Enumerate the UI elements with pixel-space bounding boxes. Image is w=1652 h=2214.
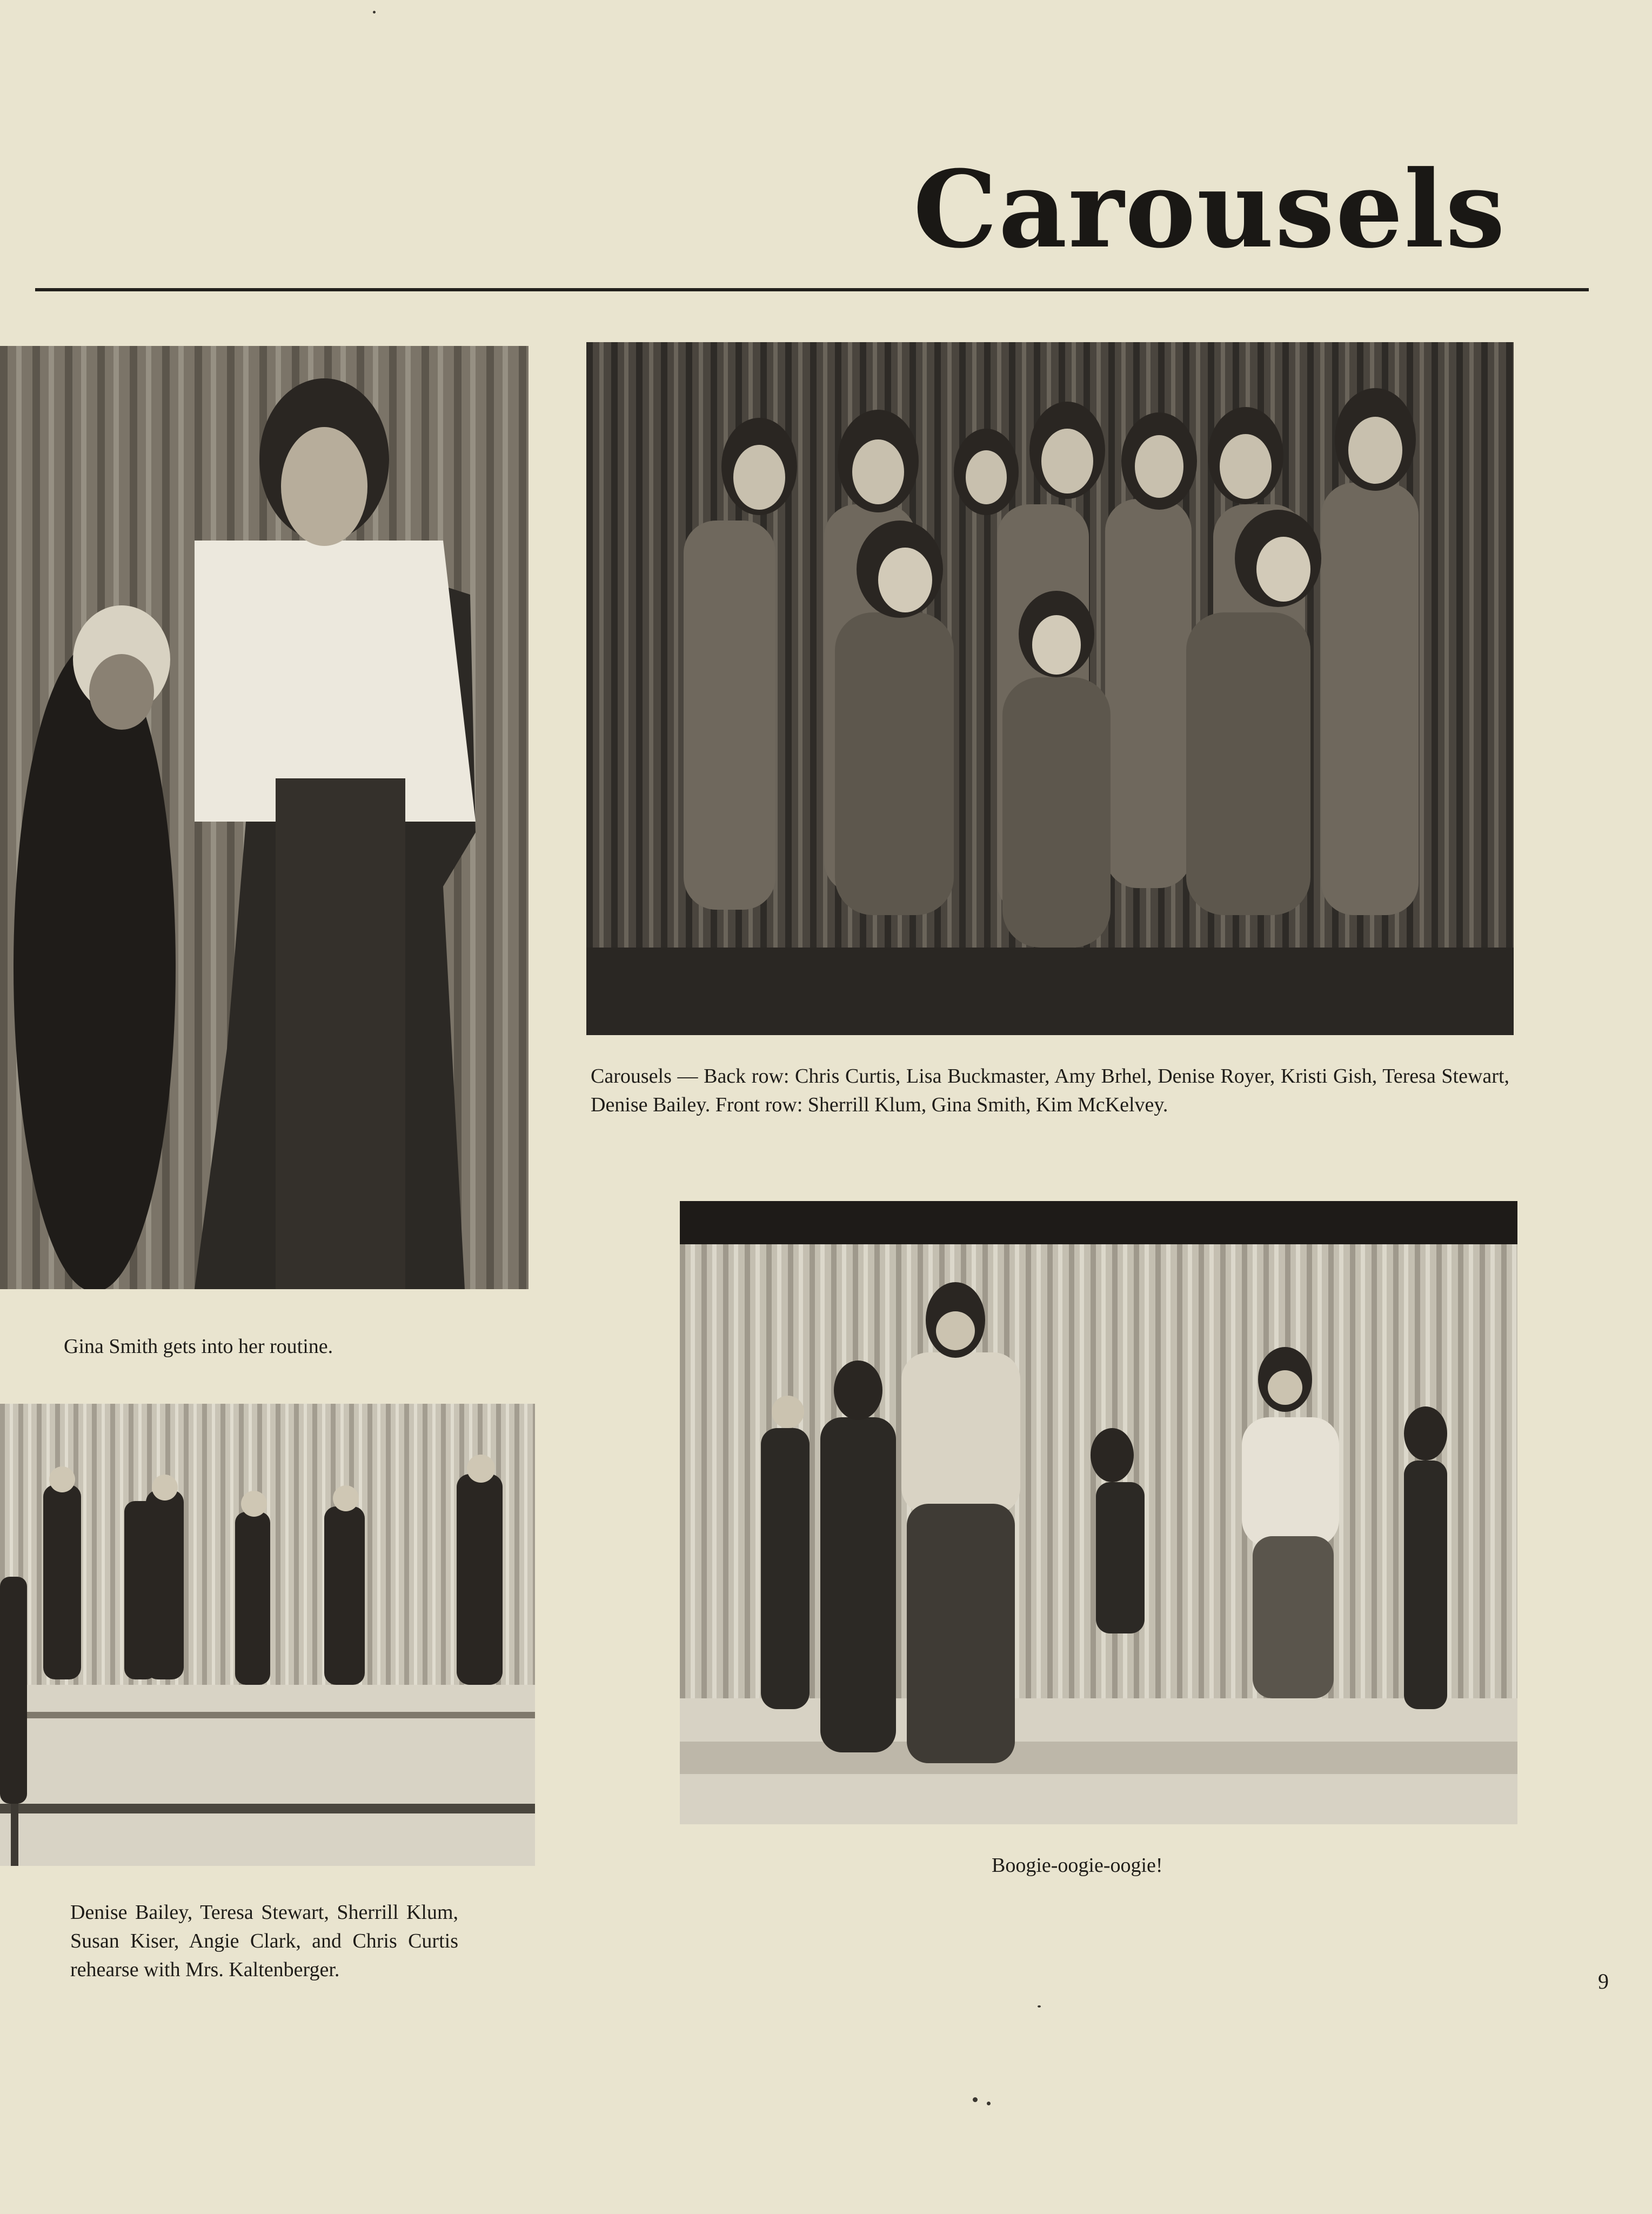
print-speck — [1038, 2005, 1041, 2008]
page-title: Carousels — [913, 148, 1506, 272]
print-speck — [373, 11, 376, 14]
caption-rehearsal: Denise Bailey, Teresa Stewart, Sherrill Klum, Susan Kiser, Angie Clark, and Chris Curtis rehearse with Mrs. Kaltenberger. — [70, 1901, 458, 1982]
photo-solo-performer — [0, 346, 529, 1289]
caption-boogie: Boogie-oogie-oogie! — [992, 1854, 1163, 1877]
photo-boogie — [680, 1201, 1517, 1824]
print-speck — [973, 2097, 978, 2102]
caption-group: Carousels — Back row: Chris Curtis, Lisa Buckmaster, Amy Brhel, Denise Royer, Kristi Gish, Teresa Stewart, Denise Bailey. Front row: Sherrill Klum, Gina Smith, Kim McKelvey. — [591, 1065, 1509, 1117]
caption-solo-performer: Gina Smith gets into her routine. — [64, 1335, 333, 1358]
page-number: 9 — [1598, 1969, 1609, 1993]
title-rule — [35, 288, 1589, 291]
print-speck — [987, 2102, 991, 2105]
photo-group — [586, 342, 1514, 1035]
photo-rehearsal — [0, 1404, 535, 1866]
